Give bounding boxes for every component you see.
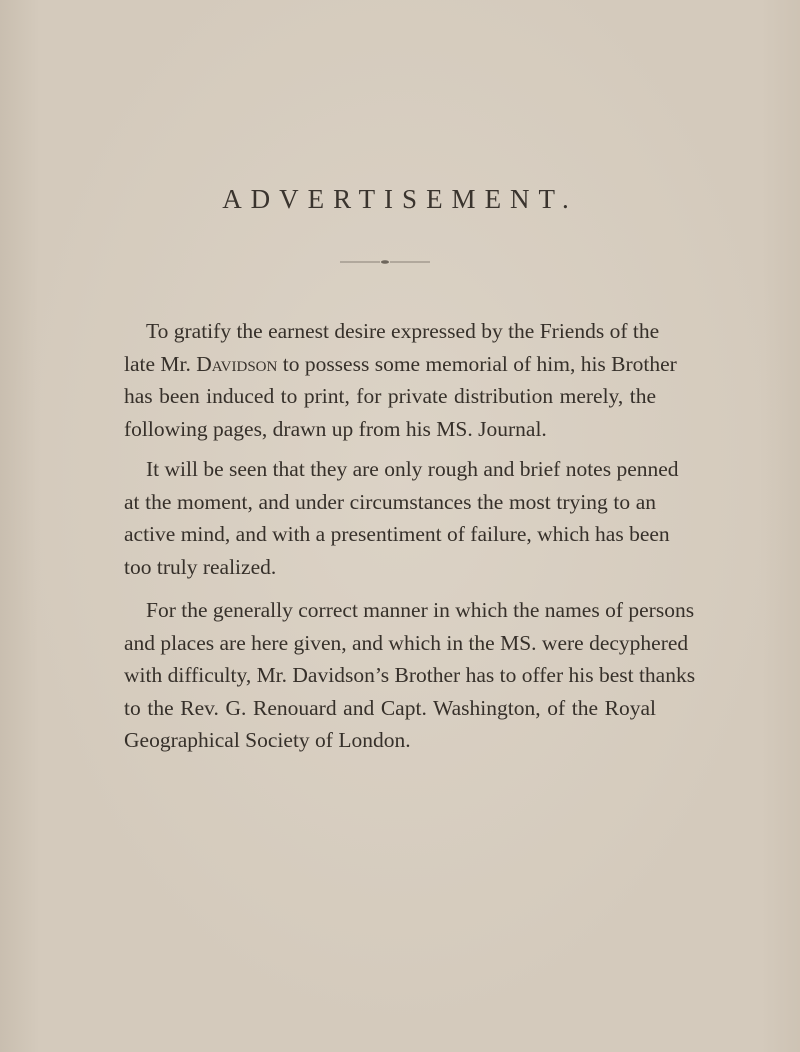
paragraph-1 [124, 315, 677, 445]
text-line: active mind, and with a presentiment of failure, which has been [124, 522, 670, 546]
paragraph-3 [124, 594, 696, 757]
text-line: For the generally correct manner in which the names of persons [146, 598, 695, 622]
text-line: at the moment, and under circumstances the most trying to an [124, 489, 656, 514]
text-line: To gratify the earnest desire expressed by the Friends of the [146, 319, 660, 343]
text-line: to the Rev. G. Renouard and Capt. Washington, of the Royal [124, 695, 656, 720]
paragraph-2 [124, 453, 679, 583]
text-line: following pages, drawn up from his MS. Journal. [124, 416, 547, 441]
text-line: with difficulty, Mr. Davidson’s Brother has to offer his best thanks [124, 663, 696, 687]
text-fragment: late Mr. [124, 351, 197, 376]
text-line: too truly realized. [124, 554, 277, 579]
text-line: Geographical Society of London. [124, 728, 411, 752]
text-line: has been induced to print, for private distribution merely, the [124, 384, 656, 408]
text-line: It will be seen that they are only rough and brief notes penned [146, 457, 679, 481]
name-small-caps: Davidson [196, 351, 278, 376]
text-fragment: to possess some memorial of him, his Brother [277, 351, 677, 376]
page-title: ADVERTISEMENT. [222, 184, 578, 214]
ornament-divider [340, 257, 430, 267]
text-line: and places are here given, and which in the MS. were decyphered [124, 630, 689, 655]
text-line [124, 348, 677, 381]
